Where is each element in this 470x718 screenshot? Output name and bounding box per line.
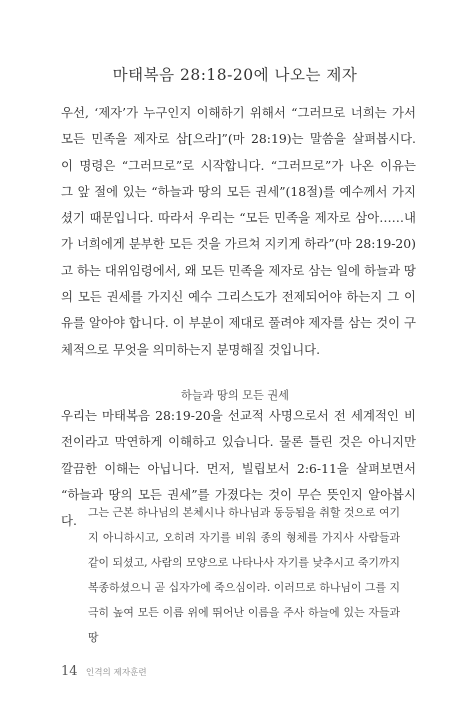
page-footer	[61, 664, 147, 679]
subheading: 하늘과 땅의 모든 권세	[181, 389, 289, 402]
scripture-quote: 그는 근본 하나님의 본체시나 하나님과 동등됨을 취할 것으로 여기지 아니하시고, 오히려 자기를 비워 종의 형체를 가지사 사람들과 같이 되셨고, 사람의 모양으로 나타나사 자기를 낮추시고 죽기까지 복종하셨으니 곧 십자가에 죽으심이라. 이러므로 하나님이 그를 지극히 높여 모든 이름 위에 뛰어난 이름을 주사 하늘에 있는 자들과 땅	[88, 506, 400, 644]
paragraph-1-text: 우선, ‘제자’가 누구인지 이해하기 위해서 “그러므로 너희는 가서 모든 민족을 제자로 삼[으라]”(마 28:19)는 말씀을 살펴봅시다. 이 명령은 “그러므로”로 시작합니다. “그러므로”가 나온 이유는 그 앞 절에 있는 “하늘과 땅의 모든 권세”(18절)를 예수께서 가지셨기 때문입니다. 따라서 우리는 “모든 민족을 제자로 삼아……내가 너희에게 분부한 모든 것을 가르쳐 지키게 하라”(마 28:19-20)고 하는 대위임령에서, 왜 모든 민족을 제자로 삼는 일에 하늘과 땅의 모든 권세를 가지신 예수 그리스도가 전제되어야 하는지 그 이유를 알아야 합니다. 이 부분이 제대로 풀려야 제자를 삼는 것이 구체적으로 무엇을 의미하는지 분명해질 것입니다.	[61, 105, 416, 357]
section-title: 마태복음 28:18-20에 나오는 제자	[112, 66, 358, 84]
body-paragraph-1	[61, 100, 416, 363]
paragraph-2-text: 우리는 마태복음 28:19-20을 선교적 사명으로서 전 세계적인 비전이라고 막연하게 이해하고 있습니다. 물론 틀린 것은 아니지만 깔끔한 이해는 아닙니다. 먼저, 빌립보서 2:6-11을 살펴보면서 “하늘과 땅의 모든 권세”를 가졌다는 것이 무슨 뜻인지 알아봅시다.	[61, 408, 416, 529]
page-number: 14	[61, 664, 78, 679]
running-title: 인격의 제자훈련	[85, 668, 147, 678]
